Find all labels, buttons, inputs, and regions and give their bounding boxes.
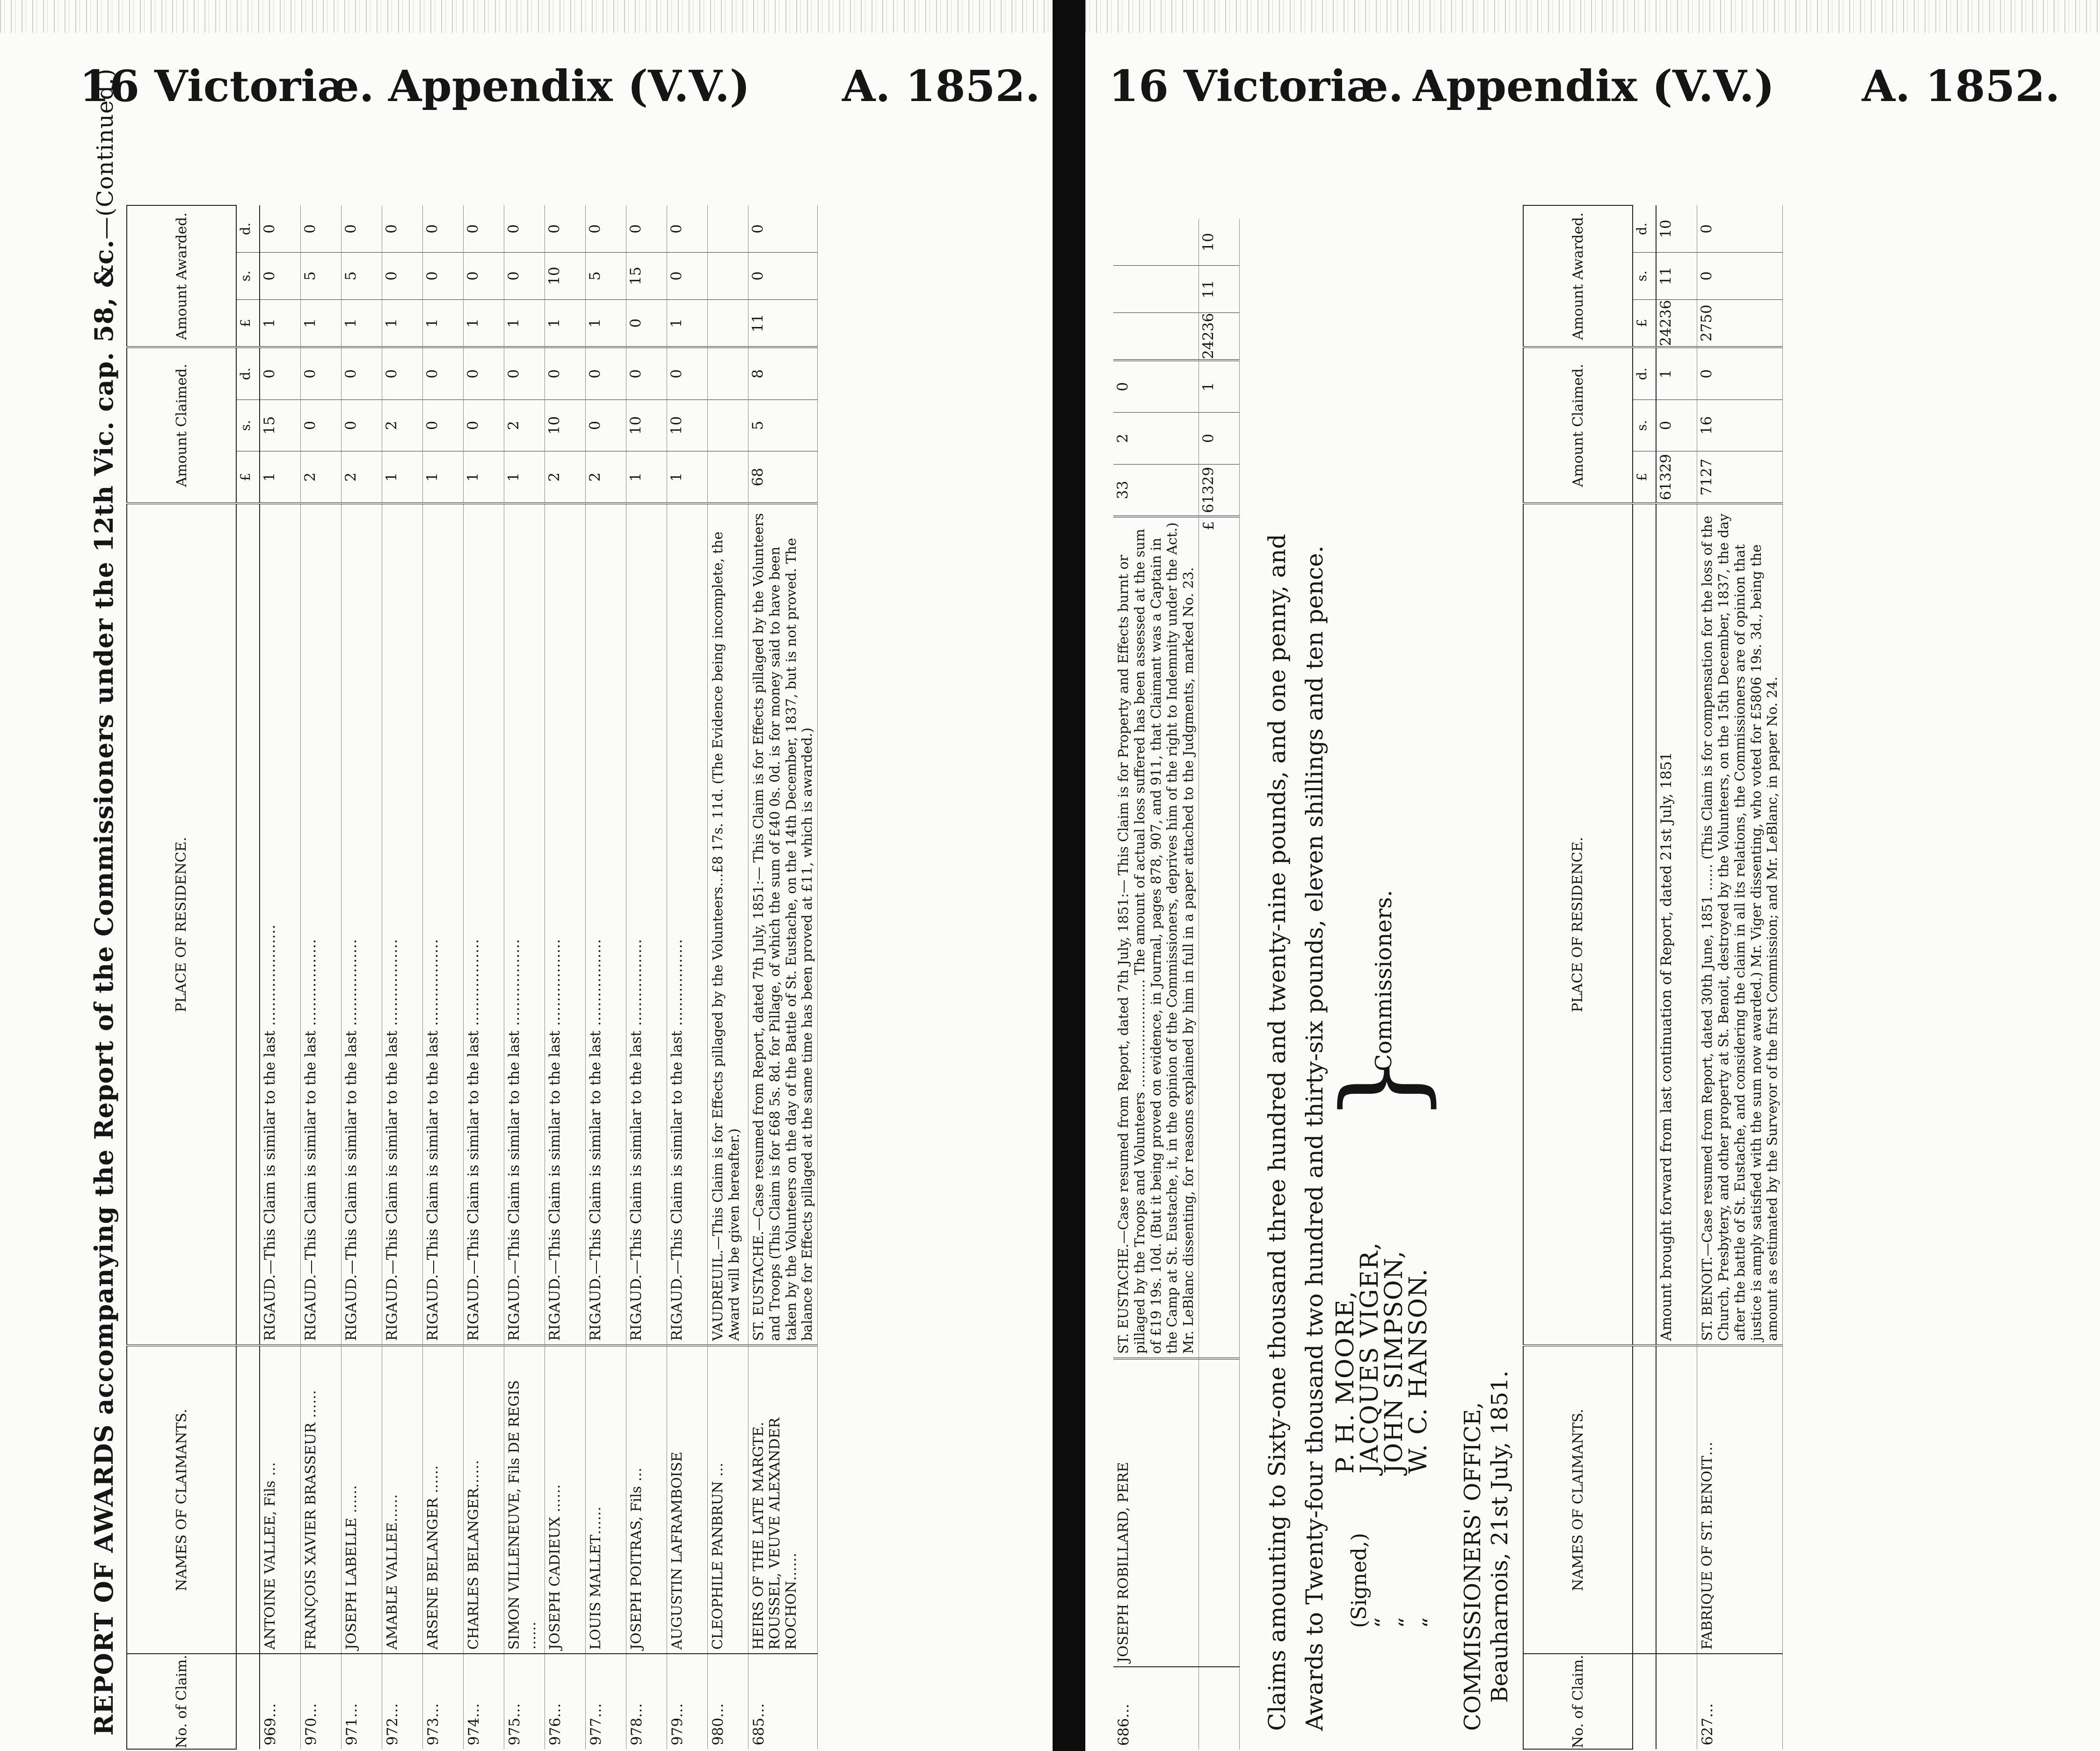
claimed-pounds: 2 (586, 451, 626, 502)
claimant-name: FRANÇOIS XAVIER BRASSEUR …… (301, 1345, 342, 1654)
claimant-name: AMABLE VALLEE…… (382, 1345, 423, 1654)
claim-number: 979… (667, 1654, 708, 1749)
claimant-name: JOSEPH ROBILLARD, PERE (1113, 1359, 1199, 1667)
claimant-name: HEIRS OF THE LATE MARGTE. ROUSSEL, VEUVE ALEXANDER ROCHON…… (748, 1345, 818, 1654)
unit-pence: d. (238, 367, 253, 380)
claimant-name: ARSENE BELANGER …… (423, 1345, 464, 1654)
claimant-name: SIMON VILLENEUVE, Fils DE REGIS …… (504, 1345, 545, 1654)
claimed-pence: 8 (749, 369, 766, 378)
claimant-name: LOUIS MALLET…… (586, 1345, 626, 1654)
awarded-pence: 0 (383, 224, 400, 234)
place-of-residence: RIGAUD.—This Claim is similar to the last ……………… (382, 503, 423, 1345)
awarded-pence: 0 (465, 224, 481, 234)
claims-total-text: Claims amounting to Sixty-one thousand three hundred and twenty-nine pounds, and one penny, and (1263, 534, 1291, 1731)
place-of-residence: RIGAUD.—This Claim is similar to the last ……………… (667, 503, 708, 1345)
awarded-pounds: 1 (586, 299, 626, 347)
claimed-shillings: 16 (1697, 400, 1782, 451)
claim-number: 685… (748, 1654, 818, 1749)
claimed-pence: 0 (465, 369, 481, 378)
ditto-mark: “ (1418, 1617, 1443, 1628)
place-of-residence: RIGAUD.—This Claim is similar to the last ……………… (301, 503, 342, 1345)
total-claimed-pence: 1 (1199, 382, 1217, 392)
table-row (545, 205, 586, 1749)
signatory-list (1333, 1242, 1431, 1474)
place-of-residence: RIGAUD.—This Claim is similar to the last ……………… (545, 503, 586, 1345)
claimed-pounds: 1 (464, 451, 504, 502)
awarded-pounds: 1 (464, 299, 504, 347)
claimant-name: CLEOPHILE PANBRUN … (708, 1345, 748, 1654)
claimant-name: ANTOINE VALLEE, Fils … (260, 1345, 301, 1654)
claimed-shillings: 5 (748, 400, 817, 451)
awarded-shillings: 0 (423, 252, 463, 299)
place-of-residence: RIGAUD.—This Claim is similar to the last ……………… (464, 503, 504, 1345)
claimed-shillings: 2 (1113, 412, 1199, 464)
unit-pence: d. (1634, 367, 1650, 380)
claimed-shillings: 10 (545, 400, 585, 451)
claimed-shillings: 10 (667, 400, 707, 451)
claimant-name: CHARLES BELANGER…… (464, 1345, 504, 1654)
awarded-shillings: 0 (464, 252, 504, 299)
claimed-shillings: 0 (301, 400, 341, 451)
col-head-no: No. of Claim. (127, 1654, 236, 1749)
claimant-name: JOSEPH CADIEUX …… (545, 1345, 586, 1654)
claim-number: 976… (545, 1654, 586, 1749)
unit-shilling: s. (237, 252, 259, 299)
award-rows (260, 205, 818, 1749)
claim-number: 969… (260, 1654, 301, 1749)
col-head-place: PLACE OF RESIDENCE. (127, 503, 236, 1345)
signatory: JOHN SIMPSON, (1380, 1250, 1408, 1474)
claimed-shillings: 10 (626, 400, 667, 451)
place-of-residence: VAUDREUIL.—This Claim is for Effects pillaged by the Volunteers…£8 17s. 11d. (The Evidence being incomplete, the Award will be given hereafter.) (708, 503, 748, 1345)
col-head-claimed: Amount Claimed. (1523, 347, 1633, 503)
session-label: 16 Victoriæ. (80, 61, 374, 111)
claim-number: 970… (301, 1654, 342, 1749)
col-head-names: NAMES OF CLAIMANTS. (127, 1345, 236, 1654)
awards-table (126, 205, 818, 1750)
bf-claimed-pence: 1 (1657, 369, 1675, 378)
claim-number: 686… (1113, 1667, 1199, 1750)
claimed-pounds: 1 (626, 451, 667, 502)
place-of-residence: ST. EUSTACHE.—Case resumed from Report, dated 7th July, 1851:— This Claim is for Property and Effects burnt or pillaged by the Troops and Volunteers …………………… The amount of actual loss suffered has been assessed at the sum of £19 19s. 10d. (But it being proved on evidence, in Journal, pages 878, 907, and 911, that Claimant was a Captain in the Camp at St. Eustache, it, in the opinion of the Commissioners, deprives him of the right to Indemnity under the Act.) Mr. LeBlanc dissenting, for reasons explained by him in full in a paper attached to the Judgments, marked No. 23. (1113, 516, 1199, 1359)
claim-number: 977… (586, 1654, 626, 1749)
appendix-label: Appendix (V.V.) (1413, 61, 1775, 111)
table-row (667, 205, 708, 1749)
claimed-shillings: 2 (382, 400, 422, 451)
year-label: A. 1852. (1862, 61, 2060, 111)
total-row (1199, 219, 1239, 1750)
col-head-awarded: Amount Awarded. (127, 205, 236, 347)
total-claimed-shillings: 0 (1199, 412, 1239, 464)
total-awarded-pounds: 24236 (1199, 312, 1239, 359)
awarded-pounds: 1 (301, 299, 341, 347)
claimed-pence: 0 (1698, 369, 1715, 378)
place-of-residence: RIGAUD.—This Claim is similar to the last ……………… (586, 503, 626, 1345)
office-date: Beauharnois, 21st July, 1851. (1486, 1370, 1513, 1703)
place-of-residence: ST. BENOIT.—Case resumed from Report, dated 30th June, 1851 …… (This Claim is for compensation for the loss of the Church, Presbytery, and other property at St. Benoit, destroyed by the Volunteers, on the 15th December, 1837, the day after the battle of St. Eustache, and considering the claim in all its relations, the Commissioners are of opinion that justice is amply satisfied with the sum now awarded.) Mr. Viger dissenting, who voted for £5806 19s. 3d., being the amount as estimated by the Surveyor of the first Commission; and Mr. LeBlanc, in paper No. 24. (1697, 503, 1783, 1345)
signatory: P. H. MOORE, (1331, 1290, 1359, 1474)
table-row (1113, 219, 1199, 1750)
brought-forward-row (1656, 205, 1697, 1749)
report-title: REPORT OF AWARDS accompanying the Report of the Commissioners under the 12th Vic. cap. 58, &c.—(Continued.) (89, 68, 119, 1736)
table-row (748, 205, 818, 1749)
awarded-shillings (708, 252, 748, 299)
col-head-no: No. of Claim. (1523, 1654, 1633, 1749)
awarded-shillings: 0 (504, 252, 545, 299)
signature-block (1319, 136, 1455, 1628)
claimed-pence (708, 348, 748, 399)
appendix-label: Appendix (V.V.) (388, 61, 750, 111)
unit-pence: d. (238, 222, 253, 235)
col-head-awarded: Amount Awarded. (1523, 205, 1633, 347)
claim-number: 980… (708, 1654, 748, 1749)
awarded-pounds: 11 (748, 299, 817, 347)
awarded-shillings: 15 (626, 252, 667, 299)
year-label: A. 1852. (842, 61, 1040, 111)
claimed-pence: 0 (424, 369, 441, 378)
claimed-pence: 0 (546, 369, 563, 378)
awarded-shillings: 5 (586, 252, 626, 299)
awarded-pence: 0 (261, 224, 278, 234)
session-label: 16 Victoriæ. (1109, 61, 1403, 111)
claimant-name: JOSEPH LABELLE …… (342, 1345, 382, 1654)
claimed-pounds: 2 (545, 451, 585, 502)
signatory: JACQUES VIGER, (1355, 1241, 1384, 1474)
unit-pound: £ (237, 451, 259, 502)
claimant-name: JOSEPH POITRAS, Fils … (626, 1345, 667, 1654)
unit-pound: £ (1633, 299, 1656, 347)
claimed-pounds: 2 (301, 451, 341, 502)
awarded-shillings: 5 (301, 252, 341, 299)
awarded-pounds: 1 (260, 299, 300, 347)
claim-number: 972… (382, 1654, 423, 1749)
claimed-shillings: 0 (586, 400, 626, 451)
col-head-place: PLACE OF RESIDENCE. (1523, 503, 1633, 1345)
awarded-pence: 0 (587, 224, 603, 234)
bf-awarded-pence: 10 (1657, 219, 1675, 238)
claim-number: 975… (504, 1654, 545, 1749)
claimant-name: AUGUSTIN LAFRAMBOISE (667, 1345, 708, 1654)
claimed-pounds (708, 451, 748, 502)
unit-shilling: s. (1633, 400, 1656, 451)
claimed-shillings: 0 (464, 400, 504, 451)
claimed-shillings: 15 (260, 400, 300, 451)
awarded-pounds: 1 (342, 299, 382, 347)
place-of-residence: ST. EUSTACHE.—Case resumed from Report, dated 7th July, 1851:— This Claim is for Effects pillaged by the Volunteers and Troops (This Claim is for £68 5s. 8d. for Pillage, of which the sum of £40 0s. 0d. is for money said to have been taken by the Volunteers on the day of the Battle of St. Eustache, on the 14th December, 1837, but is not proved. The balance for Effects pillaged at the same time has been proved at £11, which is awarded.) (748, 503, 818, 1345)
claimed-pence: 0 (261, 369, 278, 378)
claimed-pounds: 2 (342, 451, 382, 502)
awarded-shillings: 0 (382, 252, 422, 299)
table-row (504, 205, 545, 1749)
claimed-pence: 0 (668, 369, 685, 378)
second-awards-table (1523, 205, 1783, 1750)
awarded-pence: 0 (505, 224, 522, 234)
total-awarded-shillings: 11 (1199, 265, 1239, 312)
table-row (586, 205, 626, 1749)
bf-awarded-pounds: 24236 (1657, 299, 1697, 347)
claimed-pence: 0 (1114, 382, 1131, 392)
awarded-shillings: 0 (667, 252, 707, 299)
awarded-pounds: 2750 (1697, 299, 1782, 347)
awarded-pence: 0 (668, 224, 685, 234)
page-binding (1053, 0, 1085, 1751)
signatory: W. C. HANSON. (1404, 1268, 1432, 1474)
claimed-pounds: 1 (504, 451, 545, 502)
totals-summary (1240, 136, 1333, 1750)
claim-number: 978… (626, 1654, 667, 1749)
awards-total-text: Awards to Twenty-four thousand two hundred and thirty-six pounds, eleven shillings and ten pence. (1301, 545, 1328, 1731)
table-row (1697, 205, 1783, 1749)
brought-forward-text: Amount brought forward from last continuation of Report, dated 21st July, 1851 (1656, 503, 1697, 1345)
claimed-pounds: 68 (748, 451, 817, 502)
unit-pence: d. (1634, 222, 1650, 235)
table-row (342, 205, 382, 1749)
brace-icon: } (1319, 1054, 1445, 1123)
claimed-pounds: 1 (260, 451, 300, 502)
claimed-shillings (708, 400, 748, 451)
unit-shilling: s. (1633, 252, 1656, 299)
total-claimed-pounds: 61329 (1199, 464, 1239, 516)
claim-number: 971… (342, 1654, 382, 1749)
ditto-mark: “ (1371, 1617, 1395, 1628)
awarded-pence: 0 (546, 224, 563, 234)
rotated-report (1104, 136, 2040, 1750)
awarded-pence: 0 (424, 224, 441, 234)
claimed-pence: 0 (587, 369, 603, 378)
total-awarded-pence: 10 (1199, 232, 1217, 252)
table-row (626, 205, 667, 1749)
claimed-pounds: 33 (1113, 464, 1199, 516)
unit-shilling: s. (237, 400, 259, 451)
claimed-pence: 0 (383, 369, 400, 378)
table-row (423, 205, 464, 1749)
table-row (382, 205, 423, 1749)
unit-pound: £ (237, 299, 259, 347)
place-of-residence: RIGAUD.—This Claim is similar to the last ……………… (504, 503, 545, 1345)
claimed-pence: 0 (302, 369, 319, 378)
claimed-pounds: 1 (423, 451, 463, 502)
awarded-pounds: 1 (504, 299, 545, 347)
table-row (464, 205, 504, 1749)
awarded-shillings: 0 (1697, 252, 1782, 299)
page-header (1085, 51, 2100, 111)
awarded-shillings: 5 (342, 252, 382, 299)
claimed-pounds: 7127 (1697, 451, 1782, 502)
bf-claimed-pounds: 61329 (1657, 451, 1697, 502)
place-of-residence: RIGAUD.—This Claim is similar to the last ……………… (423, 503, 464, 1345)
bf-claimed-shillings: 0 (1657, 400, 1697, 451)
claimed-pence: 0 (342, 369, 359, 378)
awarded-pounds: 1 (545, 299, 585, 347)
col-head-names: NAMES OF CLAIMANTS. (1523, 1345, 1633, 1654)
claim-number: 973… (423, 1654, 464, 1749)
office-address (1455, 136, 1513, 1750)
awarded-shillings: 0 (748, 252, 817, 299)
claimed-pounds: 1 (382, 451, 422, 502)
office-name: COMMISSIONERS' OFFICE, (1459, 1402, 1486, 1731)
awarded-pounds: 1 (423, 299, 463, 347)
claim-number: 627… (1697, 1654, 1783, 1749)
claimed-pence: 0 (627, 369, 644, 378)
page-header (0, 51, 1053, 111)
awarded-pence (708, 205, 748, 252)
awarded-pence: 0 (627, 224, 644, 234)
awarded-pounds: 1 (667, 299, 707, 347)
awarded-pence: 0 (302, 224, 319, 234)
awarded-pence: 0 (1698, 224, 1715, 234)
place-of-residence: RIGAUD.—This Claim is similar to the last ………………… (260, 503, 301, 1345)
awarded-pence: 0 (342, 224, 359, 234)
claimed-shillings: 0 (423, 400, 463, 451)
awarded-shillings: 10 (545, 252, 585, 299)
claimed-pence: 0 (505, 369, 522, 378)
unit-pound: £ (1633, 451, 1656, 502)
commissioners-label: Commissioners. (1370, 890, 1397, 1071)
ditto-mark: “ (1395, 1617, 1419, 1628)
bf-awarded-shillings: 11 (1657, 252, 1697, 299)
signed-label: (Signed,) (1347, 1533, 1371, 1628)
claimant-name: FABRIQUE OF ST. BENOIT… (1697, 1345, 1783, 1654)
table-row (260, 205, 301, 1749)
claimed-shillings: 2 (504, 400, 545, 451)
continued-table (1113, 219, 1240, 1750)
col-head-claimed: Amount Claimed. (127, 347, 236, 503)
awarded-shillings: 0 (260, 252, 300, 299)
claimed-shillings: 0 (342, 400, 382, 451)
place-of-residence: RIGAUD.—This Claim is similar to the last ……………… (342, 503, 382, 1345)
table-row (301, 205, 342, 1749)
awarded-pounds: 1 (382, 299, 422, 347)
right-page (1085, 0, 2100, 1751)
awarded-pounds: 0 (626, 299, 667, 347)
awarded-pounds (708, 299, 748, 347)
place-of-residence: RIGAUD.—This Claim is similar to the last ……………… (626, 503, 667, 1345)
total-currency: £ (1199, 516, 1239, 1359)
claimed-pounds: 1 (667, 451, 707, 502)
table-row (708, 205, 748, 1749)
claim-number: 974… (464, 1654, 504, 1749)
awarded-pence: 0 (749, 224, 766, 234)
